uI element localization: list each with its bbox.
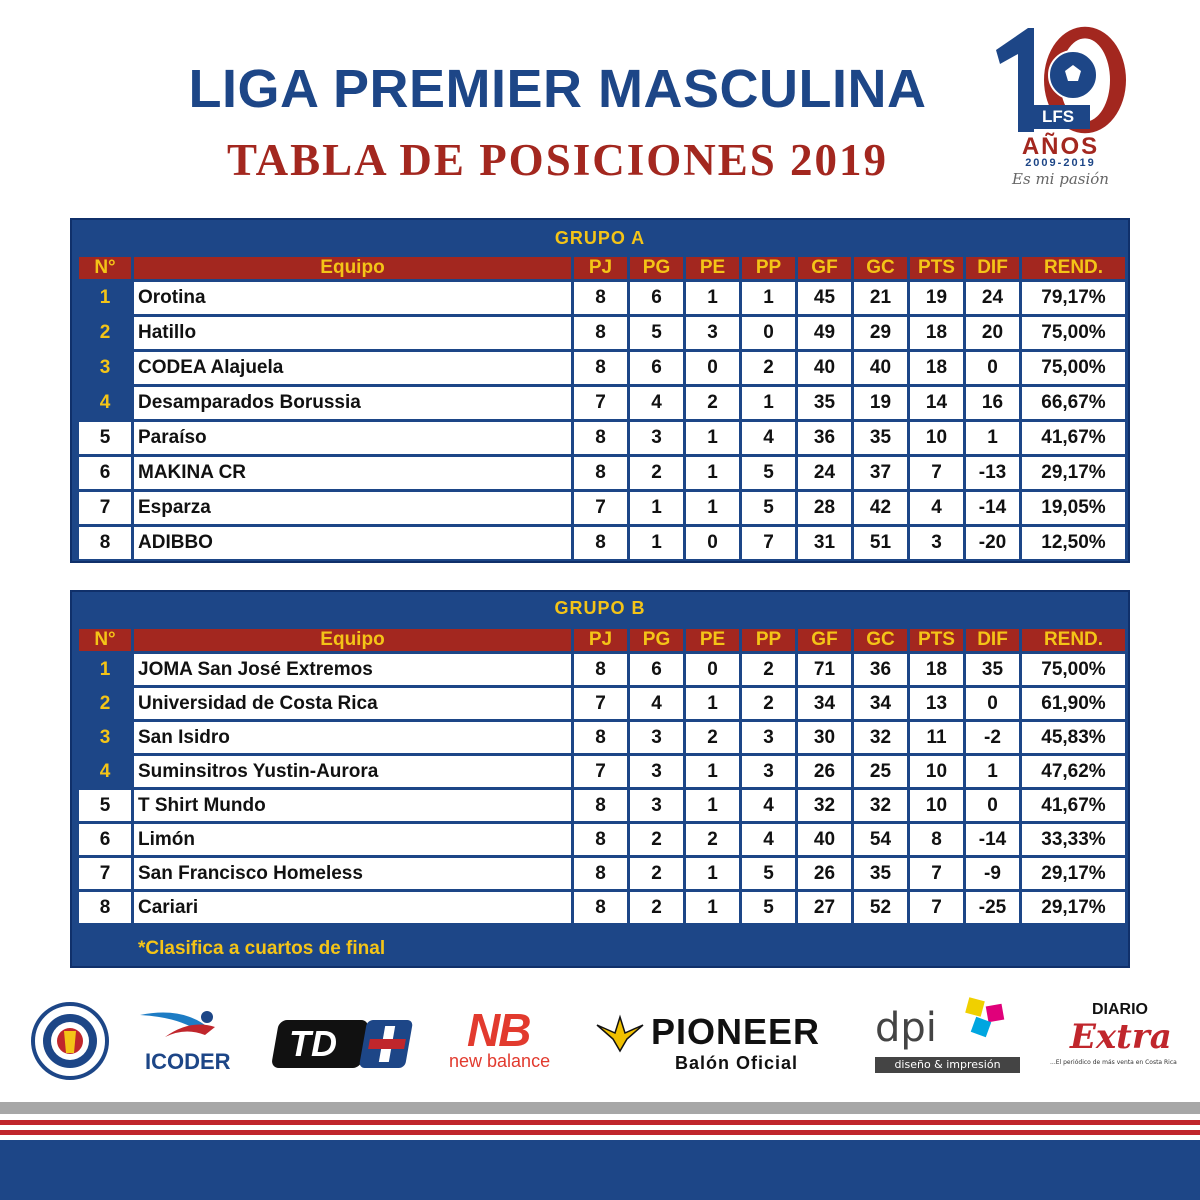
stat-cell: 47,62% bbox=[1022, 756, 1125, 787]
extra-label: Extra bbox=[1070, 1017, 1172, 1057]
stripe-red bbox=[0, 1120, 1200, 1125]
team-name-cell: ADIBBO bbox=[134, 527, 571, 559]
stat-cell: 8 bbox=[574, 422, 627, 454]
pioneer-label: PIONEER bbox=[651, 1011, 821, 1052]
column-header: REND. bbox=[1022, 257, 1125, 279]
stat-cell: 1 bbox=[966, 422, 1019, 454]
stat-cell: 4 bbox=[742, 790, 795, 821]
stat-cell: 31 bbox=[798, 527, 851, 559]
newbalance-logo bbox=[445, 995, 565, 1085]
stat-cell: 2 bbox=[742, 352, 795, 384]
sponsor-bar bbox=[20, 995, 1180, 1085]
stat-cell: 8 bbox=[574, 282, 627, 314]
stat-cell: 18 bbox=[910, 352, 963, 384]
stat-cell: 75,00% bbox=[1022, 352, 1125, 384]
stat-cell: 16 bbox=[966, 387, 1019, 419]
stat-cell: 8 bbox=[574, 352, 627, 384]
stat-cell: -20 bbox=[966, 527, 1019, 559]
column-header: DIF bbox=[966, 257, 1019, 279]
team-name-cell: Esparza bbox=[134, 492, 571, 524]
stat-cell: 1 bbox=[686, 756, 739, 787]
group-a-title: GRUPO A bbox=[554, 228, 646, 248]
position-cell: 1 bbox=[79, 282, 131, 314]
column-header: PG bbox=[630, 257, 683, 279]
table-row bbox=[79, 756, 1125, 787]
stat-cell: 1 bbox=[742, 282, 795, 314]
stat-cell: 3 bbox=[630, 422, 683, 454]
stat-cell: 4 bbox=[742, 824, 795, 855]
stat-cell: 2 bbox=[630, 457, 683, 489]
lfs-badge: LFS bbox=[1041, 107, 1075, 126]
group-a-panel bbox=[70, 218, 1130, 563]
stat-cell: 5 bbox=[742, 858, 795, 889]
position-cell: 1 bbox=[79, 654, 131, 685]
team-name-cell: Cariari bbox=[134, 892, 571, 923]
stat-cell: 1 bbox=[686, 422, 739, 454]
stat-cell: 2 bbox=[742, 654, 795, 685]
stat-cell: 8 bbox=[910, 824, 963, 855]
stat-cell: 8 bbox=[574, 824, 627, 855]
stat-cell: 8 bbox=[574, 457, 627, 489]
stat-cell: 5 bbox=[630, 317, 683, 349]
stat-cell: 3 bbox=[742, 756, 795, 787]
group-b-title: GRUPO B bbox=[554, 598, 646, 618]
column-header: PTS bbox=[910, 257, 963, 279]
pioneer-wings-icon bbox=[595, 1013, 645, 1053]
group-b-panel bbox=[70, 590, 1130, 968]
stat-cell: 6 bbox=[630, 352, 683, 384]
team-name-cell: MAKINA CR bbox=[134, 457, 571, 489]
stat-cell: 1 bbox=[686, 790, 739, 821]
stat-cell: 4 bbox=[630, 387, 683, 419]
position-cell: 2 bbox=[79, 688, 131, 719]
position-cell: 5 bbox=[79, 422, 131, 454]
team-name-cell: Suminsitros Yustin-Aurora bbox=[134, 756, 571, 787]
stat-cell: 20 bbox=[966, 317, 1019, 349]
stat-cell: 10 bbox=[910, 790, 963, 821]
stat-cell: 32 bbox=[854, 790, 907, 821]
team-name-cell: CODEA Alajuela bbox=[134, 352, 571, 384]
column-header: PE bbox=[686, 629, 739, 651]
team-name-cell: Desamparados Borussia bbox=[134, 387, 571, 419]
stat-cell: 51 bbox=[854, 527, 907, 559]
position-cell: 6 bbox=[79, 457, 131, 489]
stat-cell: 2 bbox=[686, 387, 739, 419]
stat-cell: 0 bbox=[966, 688, 1019, 719]
stat-cell: 4 bbox=[910, 492, 963, 524]
column-header: GC bbox=[854, 257, 907, 279]
stat-cell: 1 bbox=[686, 892, 739, 923]
stat-cell: 7 bbox=[574, 688, 627, 719]
stat-cell: 34 bbox=[854, 688, 907, 719]
stat-cell: 40 bbox=[854, 352, 907, 384]
stat-cell: 5 bbox=[742, 457, 795, 489]
stat-cell: -13 bbox=[966, 457, 1019, 489]
column-header: PG bbox=[630, 629, 683, 651]
team-name-cell: Limón bbox=[134, 824, 571, 855]
stat-cell: 28 bbox=[798, 492, 851, 524]
td-logo bbox=[275, 995, 415, 1085]
nb-mark-icon: NB bbox=[467, 1004, 530, 1056]
footer-band bbox=[0, 1140, 1200, 1200]
stat-cell: 35 bbox=[854, 858, 907, 889]
stat-cell: 12,50% bbox=[1022, 527, 1125, 559]
stat-cell: 79,17% bbox=[1022, 282, 1125, 314]
stat-cell: 2 bbox=[686, 824, 739, 855]
stat-cell: 1 bbox=[966, 756, 1019, 787]
stat-cell: 26 bbox=[798, 756, 851, 787]
column-header: GF bbox=[798, 257, 851, 279]
team-name-cell: T Shirt Mundo bbox=[134, 790, 571, 821]
stat-cell: 66,67% bbox=[1022, 387, 1125, 419]
position-cell: 2 bbox=[79, 317, 131, 349]
team-name-cell: Hatillo bbox=[134, 317, 571, 349]
stat-cell: 1 bbox=[630, 527, 683, 559]
stat-cell: 29,17% bbox=[1022, 892, 1125, 923]
column-header: PJ bbox=[574, 257, 627, 279]
position-cell: 7 bbox=[79, 492, 131, 524]
stat-cell: 18 bbox=[910, 654, 963, 685]
table-header-row bbox=[79, 257, 1125, 279]
stat-cell: 0 bbox=[966, 790, 1019, 821]
icoder-logo bbox=[135, 995, 245, 1085]
stat-cell: 36 bbox=[854, 654, 907, 685]
pioneer-logo bbox=[595, 995, 845, 1085]
column-header: PTS bbox=[910, 629, 963, 651]
stat-cell: 52 bbox=[854, 892, 907, 923]
stat-cell: 6 bbox=[630, 654, 683, 685]
stat-cell: 35 bbox=[854, 422, 907, 454]
newbalance-label: new balance bbox=[449, 1051, 551, 1071]
table-row bbox=[79, 317, 1125, 349]
table-row bbox=[79, 282, 1125, 314]
column-header: PP bbox=[742, 629, 795, 651]
stat-cell: 29 bbox=[854, 317, 907, 349]
stat-cell: 5 bbox=[742, 892, 795, 923]
stripe-gray bbox=[0, 1102, 1200, 1114]
column-header: Equipo bbox=[134, 629, 571, 651]
stat-cell: 25 bbox=[854, 756, 907, 787]
extra-sub-label: ...El periódico de más venta en Costa Rica bbox=[1050, 1059, 1177, 1066]
stat-cell: 19 bbox=[910, 282, 963, 314]
stat-cell: 0 bbox=[686, 654, 739, 685]
stat-cell: 35 bbox=[966, 654, 1019, 685]
column-header: GF bbox=[798, 629, 851, 651]
stat-cell: 26 bbox=[798, 858, 851, 889]
stat-cell: 0 bbox=[966, 352, 1019, 384]
table-row bbox=[79, 824, 1125, 855]
stat-cell: 0 bbox=[686, 352, 739, 384]
stat-cell: 42 bbox=[854, 492, 907, 524]
stat-cell: 1 bbox=[630, 492, 683, 524]
group-b-table bbox=[76, 626, 1128, 926]
position-cell: 6 bbox=[79, 824, 131, 855]
table-row bbox=[79, 422, 1125, 454]
stat-cell: 18 bbox=[910, 317, 963, 349]
stat-cell: 8 bbox=[574, 892, 627, 923]
stat-cell: 36 bbox=[798, 422, 851, 454]
footnote: *Clasifica a cuartos de final bbox=[138, 938, 386, 959]
position-cell: 3 bbox=[79, 352, 131, 384]
td-cross-icon bbox=[359, 1020, 413, 1068]
table-row bbox=[79, 527, 1125, 559]
position-cell: 8 bbox=[79, 527, 131, 559]
stat-cell: 8 bbox=[574, 722, 627, 753]
stat-cell: 3 bbox=[910, 527, 963, 559]
team-name-cell: Orotina bbox=[134, 282, 571, 314]
stat-cell: 3 bbox=[630, 790, 683, 821]
stat-cell: 29,17% bbox=[1022, 858, 1125, 889]
logo-tagline: Es mi pasión bbox=[1012, 170, 1109, 188]
stat-cell: 40 bbox=[798, 824, 851, 855]
fedefutbol-logo bbox=[30, 995, 120, 1085]
stat-cell: 24 bbox=[798, 457, 851, 489]
stat-cell: 41,67% bbox=[1022, 790, 1125, 821]
lfs-anniversary-logo bbox=[988, 20, 1133, 190]
table-row bbox=[79, 790, 1125, 821]
stat-cell: 1 bbox=[686, 688, 739, 719]
stat-cell: 3 bbox=[630, 756, 683, 787]
table-row bbox=[79, 387, 1125, 419]
column-header: N° bbox=[79, 629, 131, 651]
stat-cell: 49 bbox=[798, 317, 851, 349]
table-row bbox=[79, 352, 1125, 384]
stat-cell: -2 bbox=[966, 722, 1019, 753]
stat-cell: 37 bbox=[854, 457, 907, 489]
page-title: LIGA PREMIER MASCULINA bbox=[188, 59, 927, 119]
table-row bbox=[79, 722, 1125, 753]
column-header: PJ bbox=[574, 629, 627, 651]
stat-cell: 2 bbox=[742, 688, 795, 719]
stat-cell: 40 bbox=[798, 352, 851, 384]
stat-cell: 7 bbox=[574, 756, 627, 787]
stat-cell: 71 bbox=[798, 654, 851, 685]
stat-cell: 45,83% bbox=[1022, 722, 1125, 753]
stat-cell: 7 bbox=[910, 457, 963, 489]
column-header: PP bbox=[742, 257, 795, 279]
stat-cell: 1 bbox=[686, 457, 739, 489]
stat-cell: 3 bbox=[742, 722, 795, 753]
stat-cell: 1 bbox=[686, 492, 739, 524]
stat-cell: 11 bbox=[910, 722, 963, 753]
stat-cell: 7 bbox=[742, 527, 795, 559]
stat-cell: 34 bbox=[798, 688, 851, 719]
stat-cell: 14 bbox=[910, 387, 963, 419]
stat-cell: 1 bbox=[742, 387, 795, 419]
pioneer-sub-label: Balón Oficial bbox=[675, 1053, 799, 1073]
stat-cell: 4 bbox=[742, 422, 795, 454]
dpi-label: dpi bbox=[875, 1005, 937, 1051]
team-name-cell: Universidad de Costa Rica bbox=[134, 688, 571, 719]
td-label: TD bbox=[289, 1023, 337, 1064]
stat-cell: 7 bbox=[910, 892, 963, 923]
stat-cell: 41,67% bbox=[1022, 422, 1125, 454]
column-header: PE bbox=[686, 257, 739, 279]
stat-cell: 30 bbox=[798, 722, 851, 753]
dpi-logo bbox=[875, 995, 1025, 1085]
stat-cell: 32 bbox=[854, 722, 907, 753]
table-row bbox=[79, 858, 1125, 889]
stat-cell: 35 bbox=[798, 387, 851, 419]
stat-cell: 19,05% bbox=[1022, 492, 1125, 524]
stat-cell: 2 bbox=[686, 722, 739, 753]
stat-cell: 0 bbox=[686, 527, 739, 559]
table-row bbox=[79, 492, 1125, 524]
position-cell: 4 bbox=[79, 387, 131, 419]
stat-cell: 7 bbox=[910, 858, 963, 889]
page-subtitle: TABLA DE POSICIONES 2019 bbox=[226, 135, 889, 185]
dpi-sub-label: diseño & impresión bbox=[875, 1057, 1020, 1073]
stat-cell: 24 bbox=[966, 282, 1019, 314]
stripe-red-2 bbox=[0, 1130, 1200, 1135]
logo-year-range: 2009-2019 bbox=[1025, 157, 1096, 169]
table-header-row bbox=[79, 629, 1125, 651]
stat-cell: 1 bbox=[686, 282, 739, 314]
stat-cell: 13 bbox=[910, 688, 963, 719]
stat-cell: -14 bbox=[966, 824, 1019, 855]
stat-cell: 54 bbox=[854, 824, 907, 855]
stat-cell: -9 bbox=[966, 858, 1019, 889]
stat-cell: 8 bbox=[574, 790, 627, 821]
stat-cell: 10 bbox=[910, 422, 963, 454]
table-row bbox=[79, 688, 1125, 719]
stat-cell: 33,33% bbox=[1022, 824, 1125, 855]
stat-cell: 8 bbox=[574, 527, 627, 559]
stat-cell: 2 bbox=[630, 824, 683, 855]
stat-cell: 8 bbox=[574, 654, 627, 685]
position-cell: 7 bbox=[79, 858, 131, 889]
column-header: N° bbox=[79, 257, 131, 279]
icoder-label: ICODER bbox=[145, 1049, 231, 1074]
column-header: REND. bbox=[1022, 629, 1125, 651]
fedefutbol-seal-icon bbox=[30, 1001, 110, 1081]
stat-cell: 75,00% bbox=[1022, 654, 1125, 685]
column-header: Equipo bbox=[134, 257, 571, 279]
position-cell: 3 bbox=[79, 722, 131, 753]
diario-extra-logo bbox=[1050, 995, 1180, 1085]
column-header: DIF bbox=[966, 629, 1019, 651]
team-name-cell: JOMA San José Extremos bbox=[134, 654, 571, 685]
stat-cell: 6 bbox=[630, 282, 683, 314]
column-header: GC bbox=[854, 629, 907, 651]
team-name-cell: Paraíso bbox=[134, 422, 571, 454]
stat-cell: 45 bbox=[798, 282, 851, 314]
stat-cell: 8 bbox=[574, 858, 627, 889]
stat-cell: 7 bbox=[574, 387, 627, 419]
stat-cell: 27 bbox=[798, 892, 851, 923]
stat-cell: 8 bbox=[574, 317, 627, 349]
position-cell: 4 bbox=[79, 756, 131, 787]
stat-cell: 2 bbox=[630, 858, 683, 889]
stat-cell: 7 bbox=[574, 492, 627, 524]
stat-cell: 21 bbox=[854, 282, 907, 314]
stat-cell: 19 bbox=[854, 387, 907, 419]
position-cell: 5 bbox=[79, 790, 131, 821]
table-row bbox=[79, 654, 1125, 685]
logo-years-label: AÑOS bbox=[1021, 133, 1100, 160]
stat-cell: 0 bbox=[742, 317, 795, 349]
table-row bbox=[79, 892, 1125, 923]
stat-cell: 75,00% bbox=[1022, 317, 1125, 349]
position-cell: 8 bbox=[79, 892, 131, 923]
stat-cell: 32 bbox=[798, 790, 851, 821]
stat-cell: -25 bbox=[966, 892, 1019, 923]
stat-cell: 5 bbox=[742, 492, 795, 524]
team-name-cell: San Isidro bbox=[134, 722, 571, 753]
stat-cell: 3 bbox=[686, 317, 739, 349]
stat-cell: 2 bbox=[630, 892, 683, 923]
stat-cell: 3 bbox=[630, 722, 683, 753]
team-name-cell: San Francisco Homeless bbox=[134, 858, 571, 889]
diario-label: DIARIO bbox=[1092, 1001, 1148, 1018]
table-row bbox=[79, 457, 1125, 489]
stat-cell: -14 bbox=[966, 492, 1019, 524]
stat-cell: 4 bbox=[630, 688, 683, 719]
stat-cell: 29,17% bbox=[1022, 457, 1125, 489]
stat-cell: 10 bbox=[910, 756, 963, 787]
stat-cell: 61,90% bbox=[1022, 688, 1125, 719]
stat-cell: 1 bbox=[686, 858, 739, 889]
group-a-table bbox=[76, 254, 1128, 562]
